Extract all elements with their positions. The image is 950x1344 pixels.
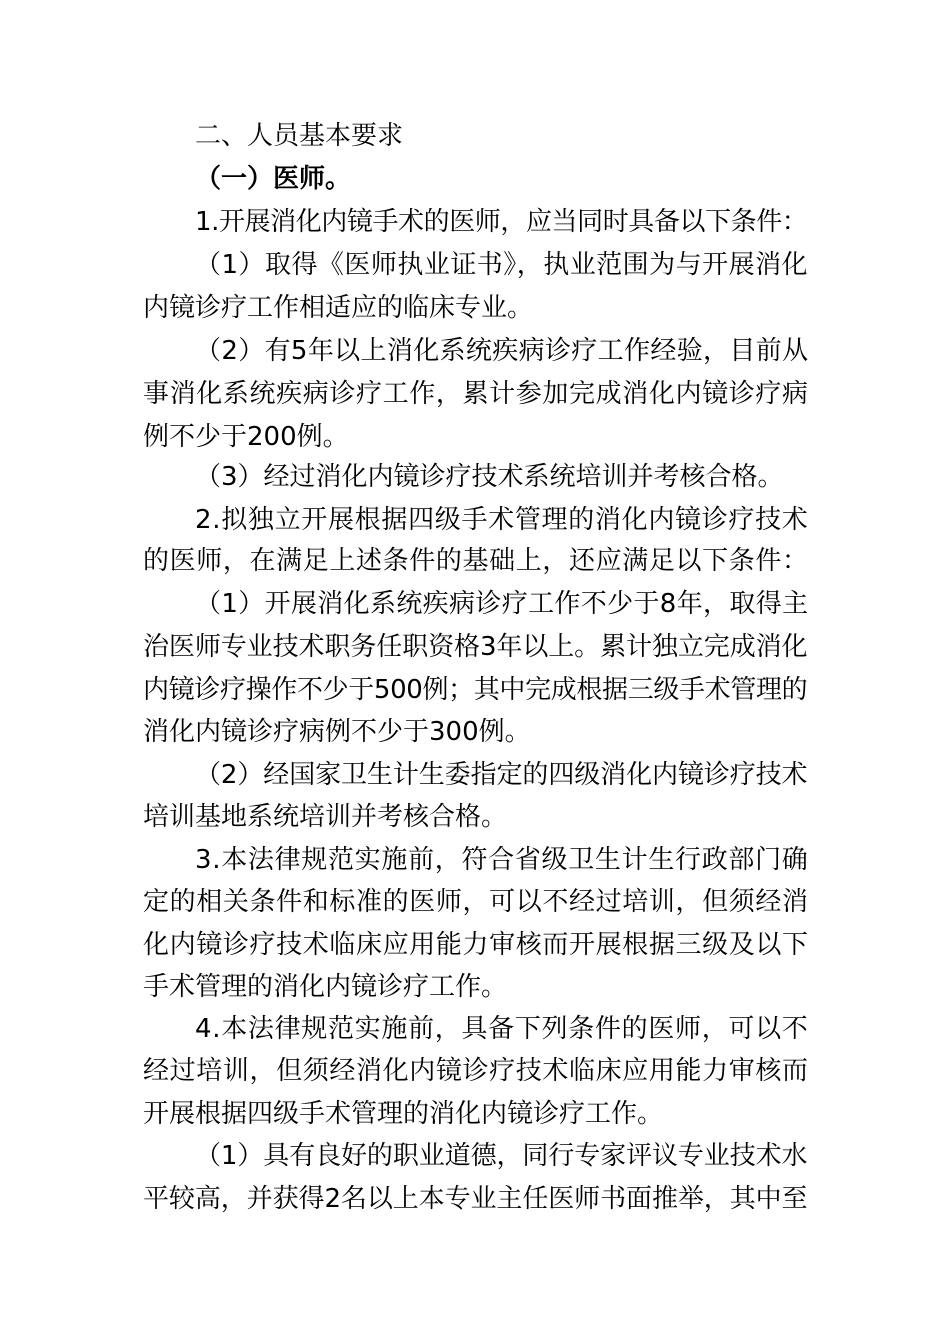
paragraph-line: 内镜诊疗工作相适应的临床专业。: [143, 293, 534, 323]
paragraph-line: 化内镜诊疗技术临床应用能力审核而开展根据三级及以下: [143, 930, 809, 960]
paragraph-line: 的医师，在满足上述条件的基础上，还应满足以下条件：: [143, 546, 809, 576]
paragraph-line: （1）取得《医师执业证书》，执业范围为与开展消化: [195, 250, 809, 280]
paragraph-line: 平较高，并获得2名以上本专业主任医师书面推举，其中至: [143, 1184, 808, 1214]
paragraph-line: （2）有5年以上消化系统疾病诊疗工作经验，目前从: [195, 336, 809, 366]
paragraph-line: 治医师专业技术职务任职资格3年以上。累计独立完成消化: [143, 632, 808, 662]
paragraph-line: 例不少于200例。: [143, 422, 349, 452]
paragraph-line: （1）具有良好的职业道德，同行专家评议专业技术水: [195, 1141, 808, 1171]
paragraph-line: 2.拟独立开展根据四级手术管理的消化内镜诊疗技术: [195, 505, 809, 535]
paragraph-line: 消化内镜诊疗病例不少于300例。: [143, 717, 531, 747]
paragraph-line: 1.开展消化内镜手术的医师，应当同时具备以下条件：: [195, 207, 808, 237]
paragraph-line: 培训基地系统培训并考核合格。: [143, 802, 508, 832]
paragraph-line: 定的相关条件和标准的医师，可以不经过培训，但须经消: [143, 887, 809, 917]
paragraph-line: 3.本法律规范实施前，符合省级卫生计生行政部门确: [195, 845, 809, 875]
paragraph-line: （2）经国家卫生计生委指定的四级消化内镜诊疗技术: [195, 760, 808, 790]
paragraph-line: （3）经过消化内镜诊疗技术系统培训并考核合格。: [195, 462, 784, 492]
paragraph-line: 经过培训，但须经消化内镜诊疗技术临床应用能力审核而: [143, 1056, 809, 1086]
paragraph-line: 开展根据四级手术管理的消化内镜诊疗工作。: [143, 1099, 664, 1129]
paragraph-line: 4.本法律规范实施前，具备下列条件的医师，可以不: [195, 1014, 809, 1044]
paragraph-line: 事消化系统疾病诊疗工作，累计参加完成消化内镜诊疗病: [143, 379, 809, 409]
paragraph-line: （1）开展消化系统疾病诊疗工作不少于8年，取得主: [195, 589, 809, 619]
paragraph-line: 内镜诊疗操作不少于500例；其中完成根据三级手术管理的: [143, 675, 808, 705]
paragraph-line: 手术管理的消化内镜诊疗工作。: [143, 972, 508, 1002]
section-heading: 二、人员基本要求: [195, 121, 404, 151]
subsection-heading: （一）医师。: [195, 164, 352, 194]
